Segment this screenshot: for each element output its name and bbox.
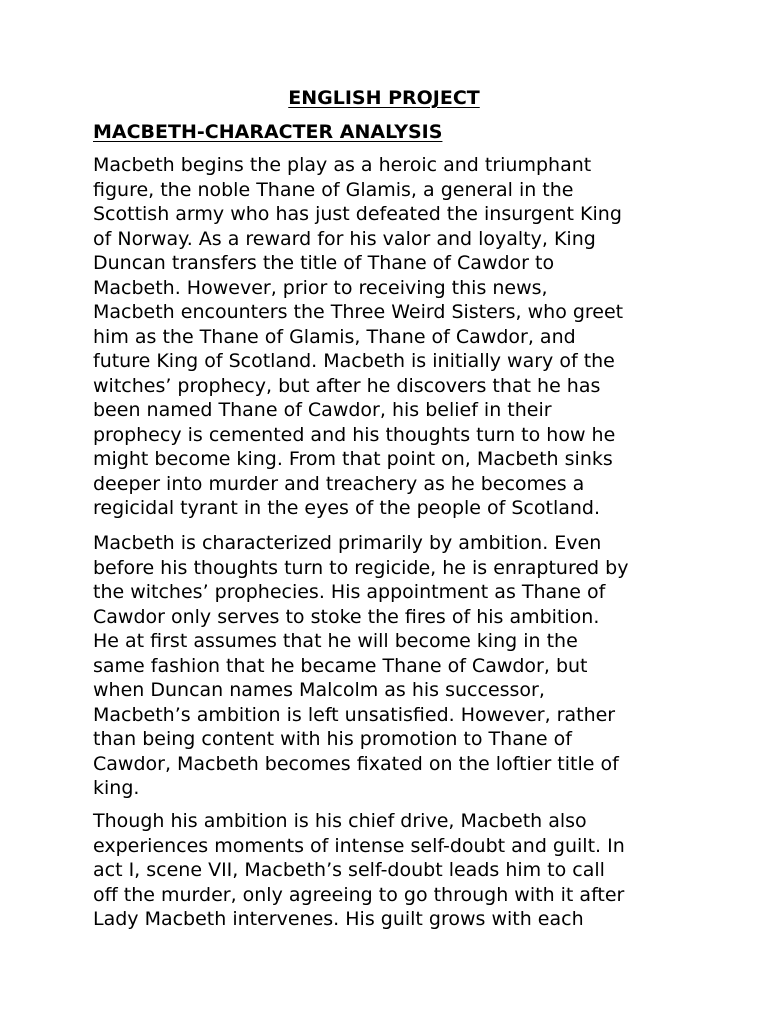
paragraph-line: the witches’ prophecies. His appointment as Thane of <box>93 581 606 603</box>
paragraph-line: than being content with his promotion to Thane of <box>93 728 572 750</box>
document-title: ENGLISH PROJECT <box>288 87 480 109</box>
paragraph-line: prophecy is cemented and his thoughts turn to how he <box>93 423 616 446</box>
paragraph-line: might become king. From that point on, Macbeth sinks <box>93 448 613 470</box>
paragraph-line: figure, the noble Thane of Glamis, a general in the <box>93 178 574 201</box>
paragraph-line: regicidal tyrant in the eyes of the people of Scotland. <box>93 497 601 519</box>
paragraph-line: Cawdor only serves to stoke the fires of his ambition. <box>93 605 600 628</box>
section-heading: MACBETH-CHARACTER ANALYSIS <box>93 121 443 143</box>
paragraph-line: experiences moments of intense self-doubt and guilt. In <box>93 834 625 857</box>
paragraph-line: when Duncan names Malcolm as his successor, <box>93 679 545 701</box>
paragraph-1 <box>93 153 693 521</box>
paragraph-line: Scottish army who has just defeated the insurgent King <box>93 203 622 225</box>
paragraph-2 <box>93 531 693 801</box>
paragraph-line: off the murder, only agreeing to go through with it after <box>93 883 625 906</box>
paragraph-line: before his thoughts turn to regicide, he is enraptured by <box>93 556 629 579</box>
paragraph-line: Though his ambition is his chief drive, Macbeth also <box>93 810 587 832</box>
paragraph-line: Macbeth begins the play as a heroic and triumphant <box>93 154 592 176</box>
paragraph-line: Lady Macbeth intervenes. His guilt grows with each <box>93 908 584 930</box>
paragraph-line: deeper into murder and treachery as he becomes a <box>93 472 585 495</box>
paragraph-line: of Norway. As a reward for his valor and loyalty, King <box>93 227 596 250</box>
paragraph-line: He at first assumes that he will become king in the <box>93 630 578 652</box>
paragraph-line: Macbeth’s ambition is left unsatisfied. However, rather <box>93 703 616 726</box>
paragraph-line: king. <box>93 777 140 799</box>
paragraph-3 <box>93 809 693 932</box>
paragraph-line: Macbeth encounters the Three Weird Sisters, who greet <box>93 301 624 323</box>
paragraph-line: act I, scene VII, Macbeth’s self-doubt leads him to call <box>93 859 605 881</box>
paragraph-line: future King of Scotland. Macbeth is initially wary of the <box>93 350 615 372</box>
paragraph-line: same fashion that he became Thane of Cawdor, but <box>93 654 588 677</box>
paragraph-line: witches’ prophecy, but after he discovers that he has <box>93 374 601 397</box>
paragraph-line: him as the Thane of Glamis, Thane of Cawdor, and <box>93 325 576 348</box>
paragraph-line: Cawdor, Macbeth becomes fixated on the loftier title of <box>93 752 619 775</box>
paragraph-line: been named Thane of Cawdor, his belief in their <box>93 399 552 421</box>
paragraph-line: Macbeth. However, prior to receiving this news, <box>93 276 548 299</box>
paragraph-line: Duncan transfers the title of Thane of Cawdor to <box>93 252 555 274</box>
paragraph-line: Macbeth is characterized primarily by ambition. Even <box>93 532 602 554</box>
